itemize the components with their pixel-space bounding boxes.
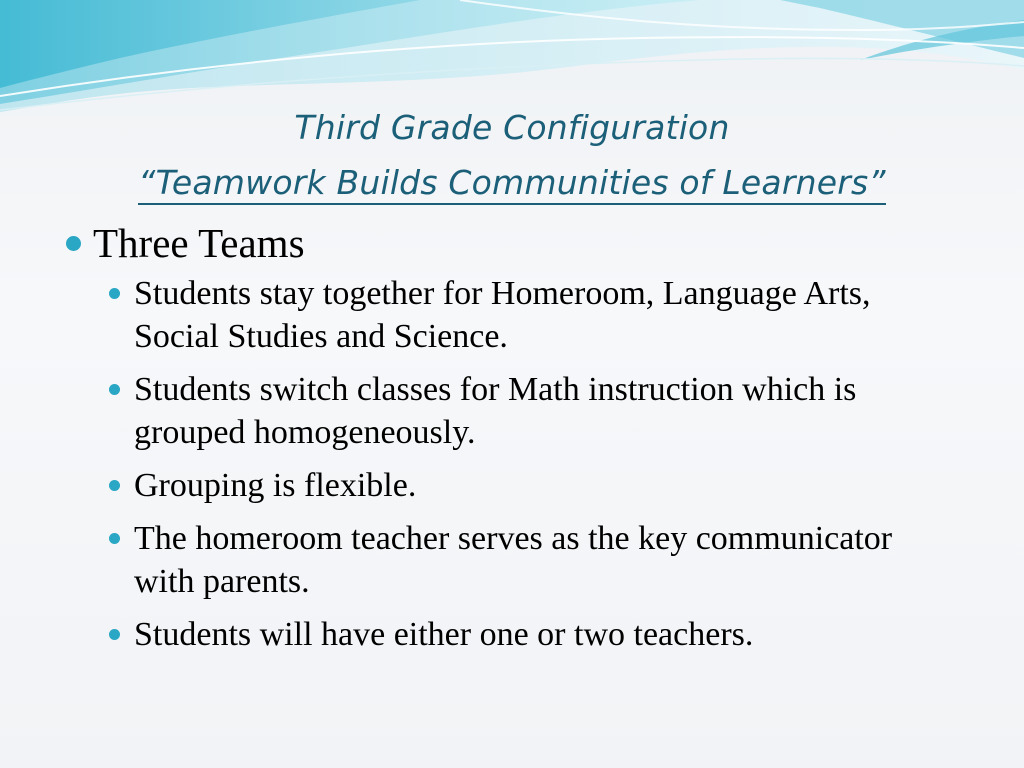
sub-bullet-item bbox=[107, 272, 914, 358]
sub-bullet-list bbox=[0, 272, 1024, 656]
bullet-dot-icon bbox=[109, 288, 120, 299]
sub-bullet-text: Grouping is flexible. bbox=[134, 467, 417, 504]
title-line-2 bbox=[0, 155, 1024, 210]
main-bullet-text: Three Teams bbox=[93, 220, 305, 266]
bullet-dot-icon bbox=[66, 236, 81, 251]
slide-title bbox=[0, 100, 1024, 210]
bullet-content bbox=[0, 218, 1024, 666]
sub-bullet-text: Students will have either one or two teachers. bbox=[134, 616, 754, 653]
sub-bullet-item bbox=[107, 464, 914, 507]
sub-bullet-item bbox=[107, 517, 914, 603]
sub-bullet-text: The homeroom teacher serves as the key communicator with parents. bbox=[134, 520, 893, 600]
bullet-dot-icon bbox=[109, 629, 120, 640]
sub-bullet-item bbox=[107, 613, 914, 656]
sub-bullet-text: Students switch classes for Math instruction which is grouped homogeneously. bbox=[134, 371, 857, 451]
bullet-dot-icon bbox=[109, 533, 120, 544]
bullet-dot-icon bbox=[109, 384, 120, 395]
sub-bullet-item bbox=[107, 368, 914, 454]
title-line-1: Third Grade Configuration bbox=[294, 108, 730, 147]
sub-bullet-text: Students stay together for Homeroom, Language Arts, Social Studies and Science. bbox=[134, 275, 871, 355]
main-bullet-item bbox=[66, 218, 1024, 268]
bullet-dot-icon bbox=[109, 480, 120, 491]
title-line-2-text: “Teamwork Builds Communities of Learners” bbox=[138, 163, 885, 205]
